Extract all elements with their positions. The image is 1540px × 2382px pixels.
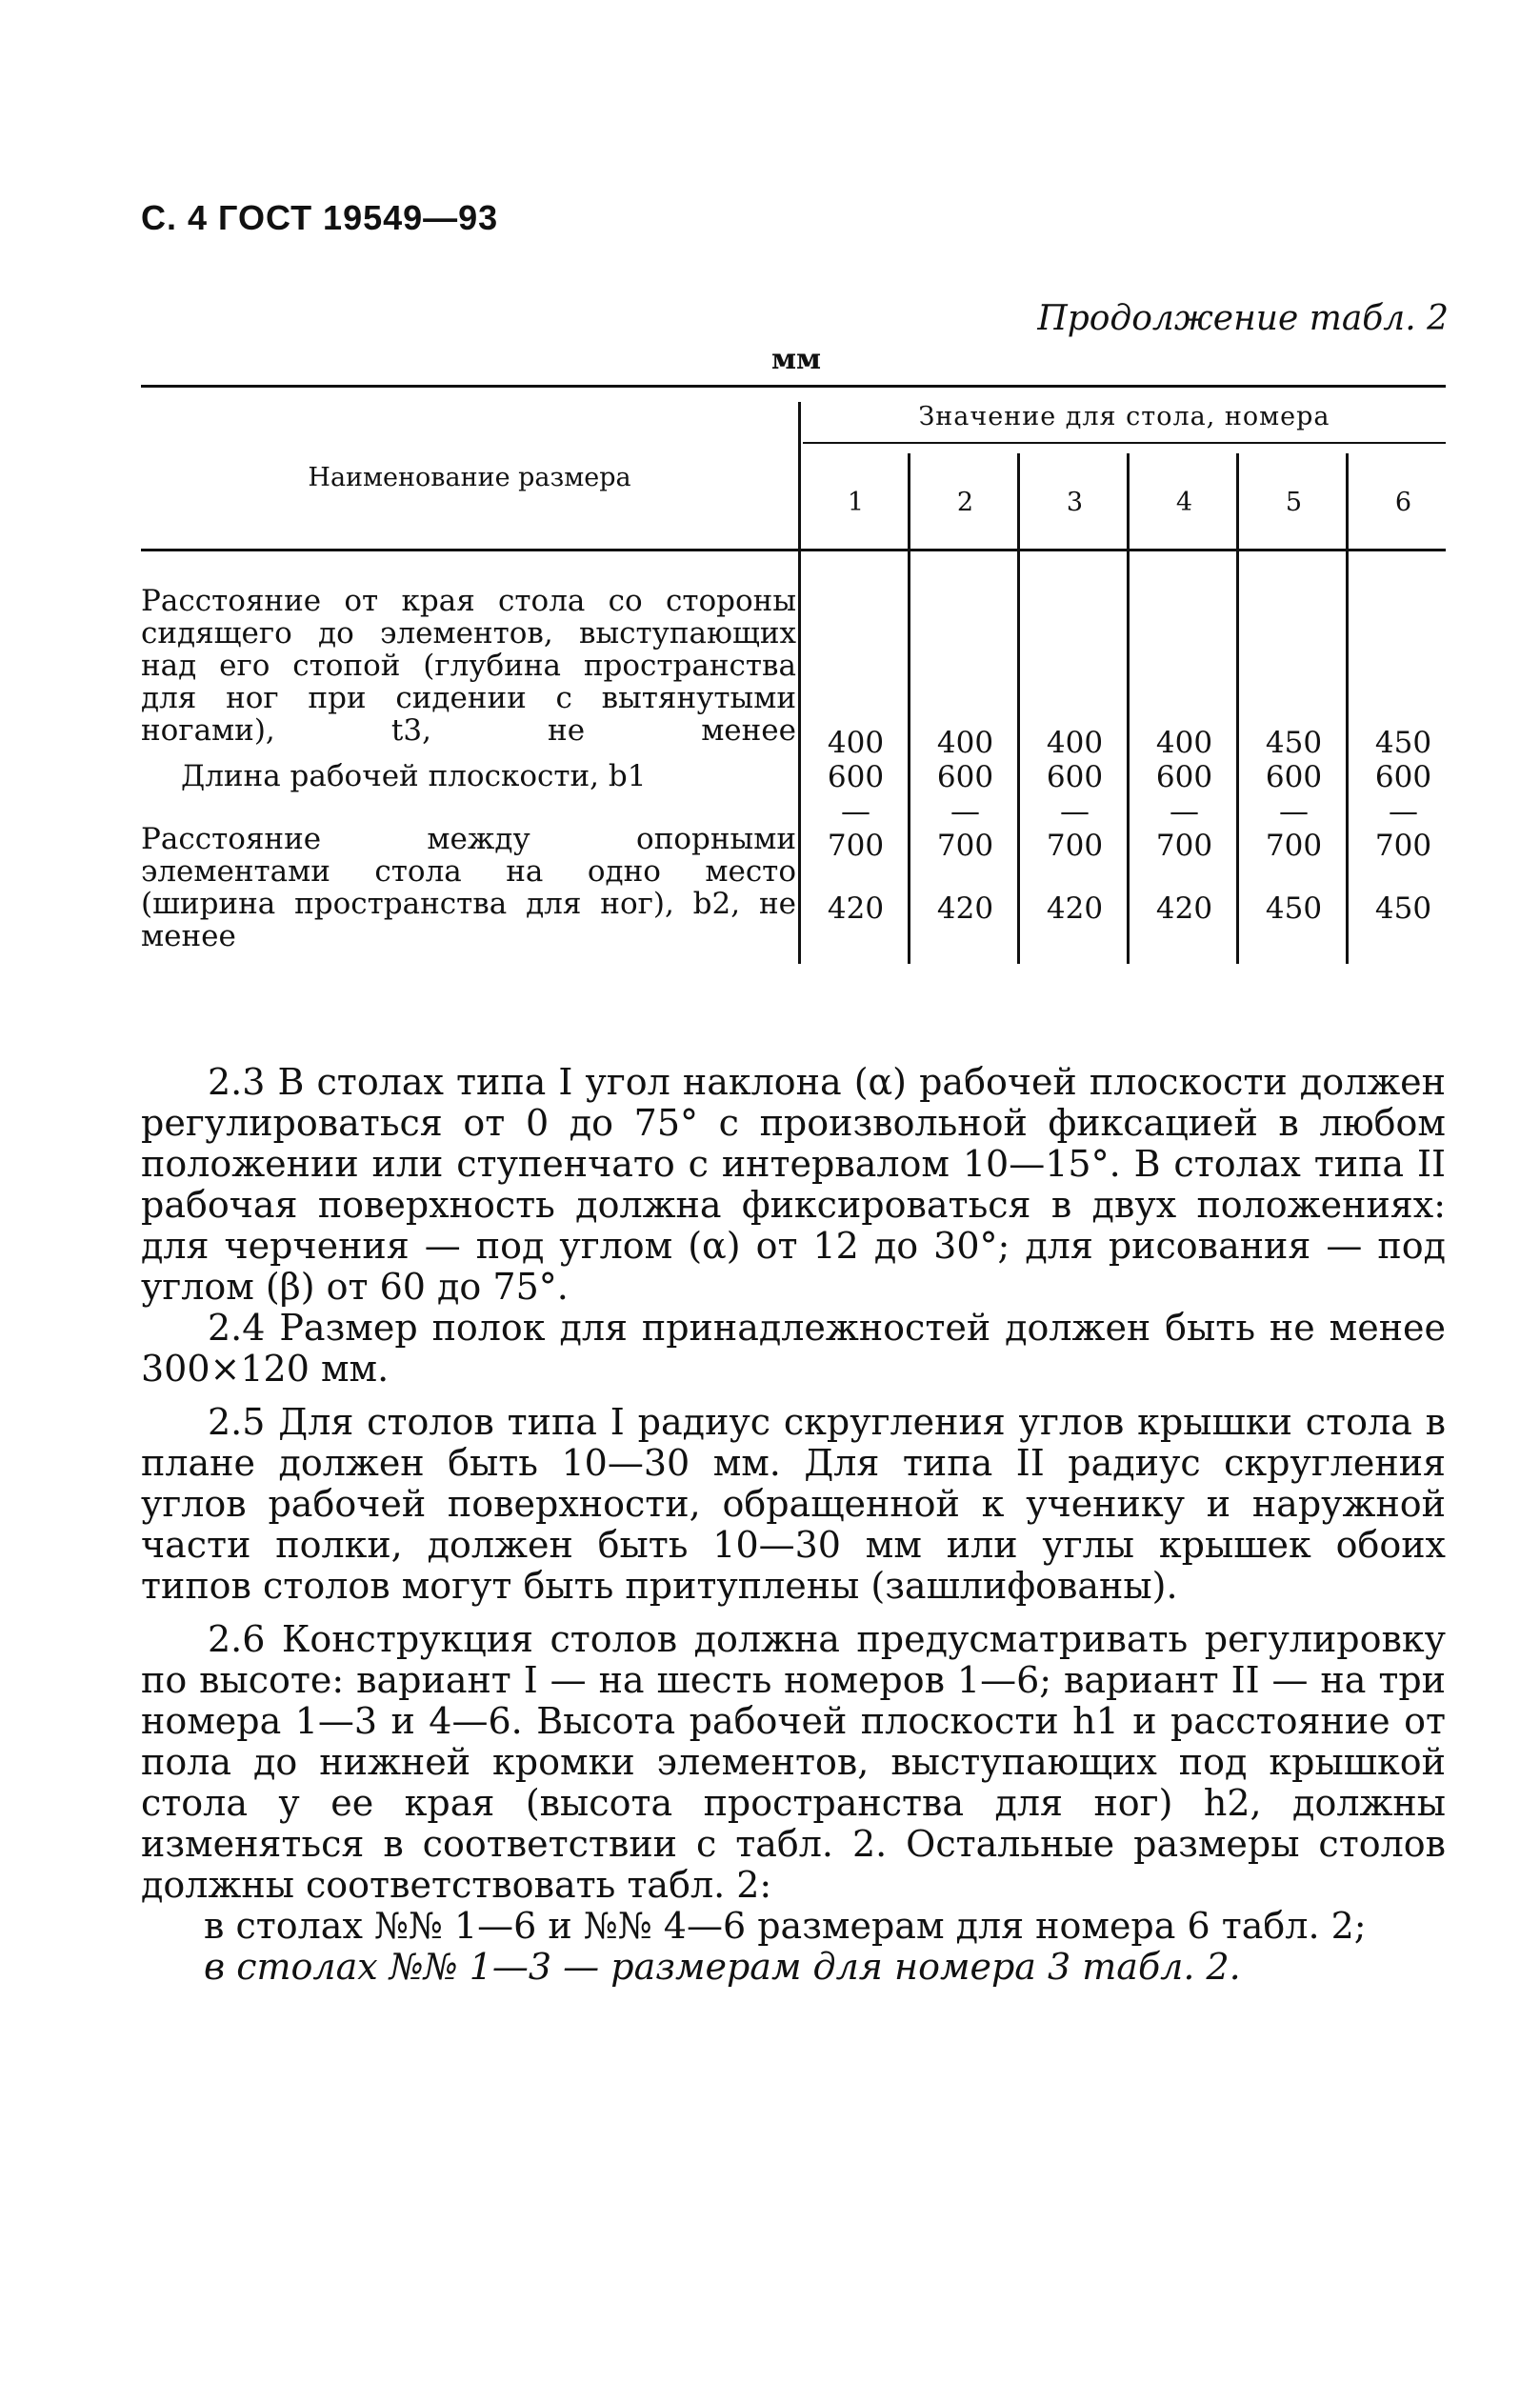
table-cell: 420 [1155,891,1213,926]
table-units: мм [771,343,822,376]
paragraph-2-6-item-b: в столах №№ 1—3 — размерам для номера 3 табл. 2. [204,1946,1241,1988]
column-header-name: Наименование размера [308,463,631,492]
table-col-divider [798,402,801,964]
table-header-rule [141,549,1446,551]
row-name-depth [141,585,796,747]
column-number-2: 2 [956,488,974,517]
row-name-text: Расстояние между опорными элементами стола на одно место (ширина пространства для ног), b2, не менее [141,822,796,953]
column-number-1: 1 [847,488,865,517]
table-top-rule [141,385,1446,388]
body-text [141,1062,1446,1988]
table-col-divider [1127,453,1130,964]
row-name-width [141,823,796,952]
row-name-length [141,760,796,792]
row-name-text: Расстояние от края стола со стороны сидящего до элементов, выступающих над его стопой (глубина пространства для ног при сидении с вытянутыми ногами), t3, не менее [141,584,796,748]
table-col-divider [1346,453,1349,964]
table-cell: 400 [1155,726,1213,760]
paragraph-2-4: 2.4 Размер полок для принадлежностей должен быть не менее 300×120 мм. [141,1307,1446,1390]
table-cell: 450 [1265,726,1323,760]
table-cell: 400 [1046,726,1104,760]
column-number-3: 3 [1066,488,1084,517]
table-col-divider [1236,453,1239,964]
row-name-text: Длина рабочей плоскости, b1 [181,759,647,793]
column-number-5: 5 [1285,488,1303,517]
paragraph-2-6-item-a: в столах №№ 1—6 и №№ 4—6 размерам для номера 6 табл. 2; [204,1905,1367,1947]
table-cell: 420 [1046,891,1104,926]
table-cell: 450 [1374,726,1432,760]
table-cell: 600—700 [1155,760,1213,863]
paragraph-2-6: 2.6 Конструкция столов должна предусматривать регулировку по высоте: вариант I — на шесть номеров 1—6; вариант II — на три номера 1—3 и 4—6. Высота рабочей плоскости h1 и расстояние от пола до нижней кромки элементов, выступающих под крышкой стола у ее края (высота пространства для ног) h2, должны изменяться в соответствии с табл. 2. Остальные размеры столов должны соответствовать табл. 2: [141,1618,1446,1906]
table-col-divider [1017,453,1020,964]
dimensions-table [141,385,1446,966]
table-col-divider [908,453,910,964]
table-subheader-rule [803,442,1446,444]
table-cell: 400 [827,726,885,760]
page-header: С. 4 ГОСТ 19549—93 [141,198,499,237]
column-number-6: 6 [1394,488,1412,517]
table-cell: 600—700 [936,760,994,863]
table-cell: 600—700 [1046,760,1104,863]
table-cell: 420 [827,891,885,926]
column-header-values: Значение для стола, номера [918,402,1330,431]
table-cell: 600—700 [827,760,885,863]
table-cell: 450 [1265,891,1323,926]
table-continuation-label: Продолжение табл. 2 [1037,299,1449,338]
table-cell: 400 [936,726,994,760]
paragraph-2-3: 2.3 В столах типа I угол наклона (α) рабочей плоскости должен регулироваться от 0 до 75° с произвольной фиксацией в любом положении или ступенчато с интервалом 10—15°. В столах типа II рабочая поверхность должна фиксироваться в двух положениях: для черчения — под углом (α) от 12 до 30°; для рисования — под углом (β) от 60 до 75°. [141,1061,1446,1308]
table-cell: 600—700 [1374,760,1432,863]
paragraph-2-5: 2.5 Для столов типа I радиус скругления углов крышки стола в плане должен быть 10—30 мм. Для типа II радиус скругления углов рабочей поверхности, обращенной к ученику и наружной части полки, должен быть 10—30 мм или углы крышек обоих типов столов могут быть притуплены (зашлифованы). [141,1401,1446,1607]
table-cell: 600—700 [1265,760,1323,863]
table-cell: 420 [936,891,994,926]
table-cell: 450 [1374,891,1432,926]
column-number-4: 4 [1175,488,1193,517]
